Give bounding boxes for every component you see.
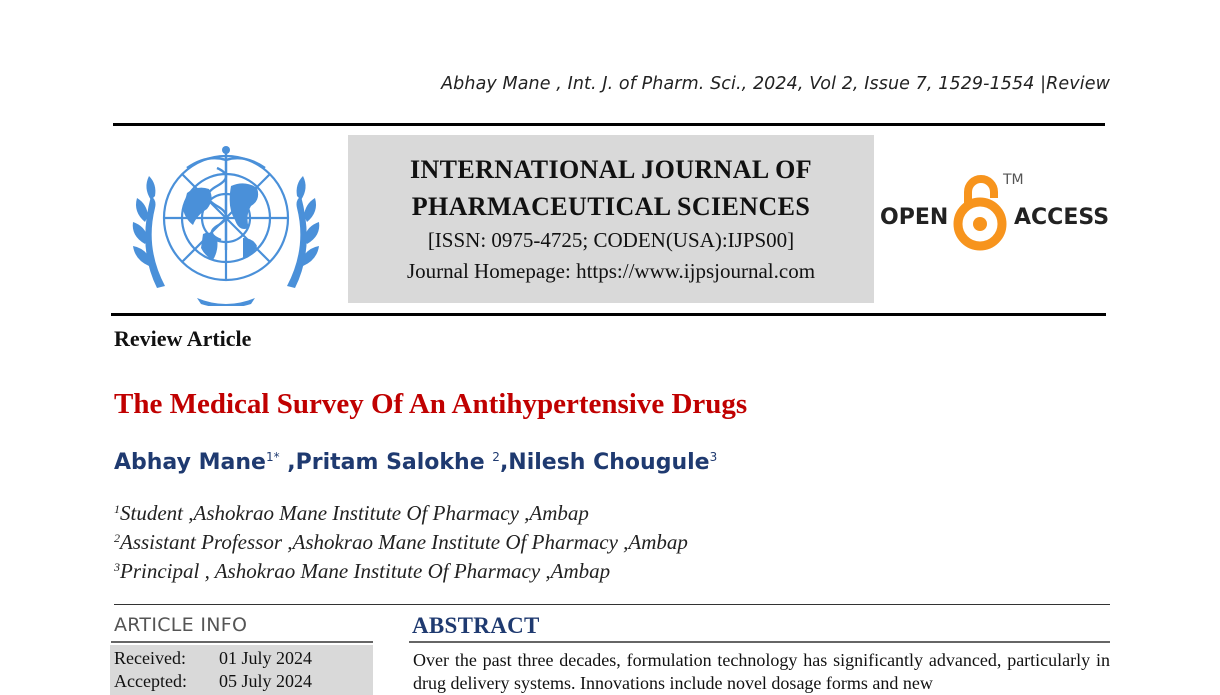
received-date: 01 July 2024: [219, 648, 313, 668]
article-info-rule: [111, 641, 373, 643]
author-affiliation-sup: 3: [709, 450, 718, 464]
accepted-date: 05 July 2024: [219, 671, 313, 691]
accepted-row: [114, 671, 312, 692]
author-name[interactable]: Pritam Salokhe: [295, 450, 493, 475]
header-top-rule: [113, 123, 1105, 126]
paper-title: The Medical Survey Of An Antihypertensive Drugs: [114, 388, 748, 420]
author-separator: ,: [499, 450, 509, 475]
journal-masthead: [348, 135, 874, 303]
open-lock-icon: [958, 179, 1002, 246]
journal-name-line1: INTERNATIONAL JOURNAL OF: [409, 155, 813, 184]
abstract-rule: [409, 641, 1110, 643]
header-bottom-rule: [111, 313, 1106, 316]
received-row: [114, 648, 312, 669]
article-type-label: Review Article: [114, 326, 252, 351]
affiliation-text: Student ,Ashokrao Mane Institute Of Pharmacy ,Ambap: [120, 501, 589, 525]
received-label: Received:: [114, 648, 186, 668]
author-affiliation-sup: 2: [492, 450, 500, 464]
affiliation-line: [114, 530, 688, 555]
running-header-citation: Abhay Mane , Int. J. of Pharm. Sci., 2024, Vol 2, Issue 7, 1529-1554 |Review: [441, 74, 1110, 94]
abstract-text: Over the past three decades, formulation technology has significantly advanced, particularly in drug delivery systems. Innovations include novel dosage forms and new: [413, 650, 1110, 693]
section-divider: [114, 604, 1110, 605]
affiliation-line: [114, 501, 589, 526]
affiliation-line: [114, 559, 610, 584]
journal-homepage-link[interactable]: Journal Homepage: https://www.ijpsjournal.com: [406, 259, 816, 283]
abstract-heading: ABSTRACT: [412, 613, 540, 638]
open-access-access-text: ACCESS: [1014, 205, 1110, 230]
un-emblem-logo: [127, 138, 325, 306]
author-list: [114, 450, 717, 475]
open-access-open-text: OPEN: [880, 205, 949, 230]
article-info-heading: ARTICLE INFO: [114, 614, 248, 636]
open-access-tm: TM: [1003, 172, 1024, 188]
affiliation-number: 2: [114, 531, 120, 545]
accepted-label: Accepted:: [114, 671, 187, 691]
journal-name-line2: PHARMACEUTICAL SCIENCES: [411, 192, 811, 221]
affiliation-text: Assistant Professor ,Ashokrao Mane Institute Of Pharmacy ,Ambap: [120, 530, 688, 554]
journal-issn: [ISSN: 0975-4725; CODEN(USA):IJPS00]: [427, 228, 795, 252]
author-name[interactable]: Nilesh Chougule: [508, 450, 710, 475]
affiliation-text: Principal , Ashokrao Mane Institute Of Pharmacy ,Ambap: [120, 559, 611, 583]
affiliation-number: 3: [114, 560, 120, 574]
author-separator: ,: [279, 450, 296, 475]
author-name[interactable]: Abhay Mane: [114, 450, 266, 475]
author-affiliation-sup: 1*: [265, 450, 280, 464]
affiliation-number: 1: [114, 502, 120, 516]
open-access-logo: [880, 164, 1110, 256]
